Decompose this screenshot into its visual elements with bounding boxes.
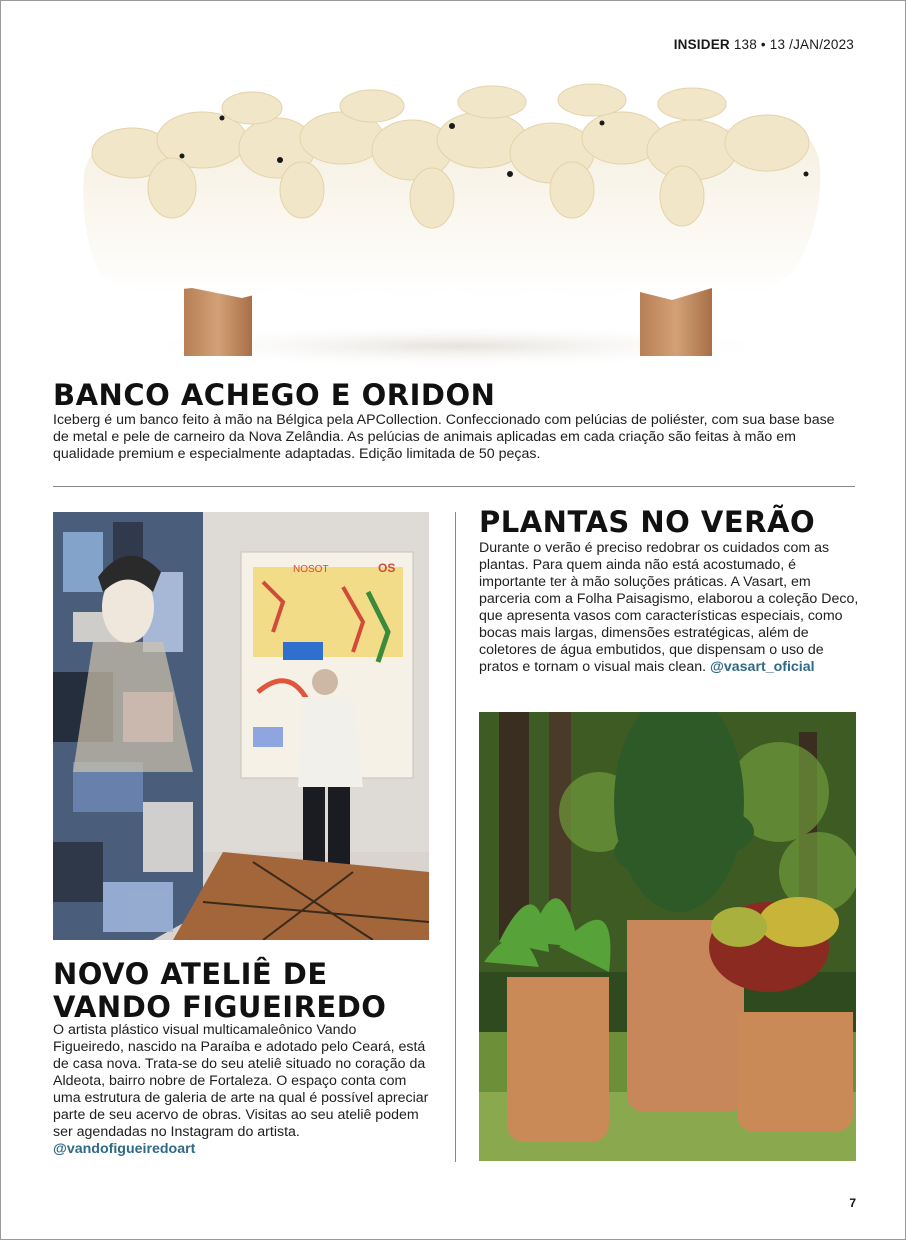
svg-text:OS: OS <box>378 561 396 575</box>
plantas-article-body <box>479 540 864 676</box>
bench-photo <box>72 78 842 378</box>
atelie-article-body <box>53 1022 431 1158</box>
atelie-title-line1: NOVO ATELIÊ DE <box>53 957 328 991</box>
plantas-body-text: Durante o verão é preciso redobrar os cuidados com as plantas. Para quem ainda não está acostumado, é importante ter à mão soluções práticas. A Vasart, em parceria com a Folha Paisagismo, elaborou a coleção Deco, que apresenta vasos com características especiais, como bocas mais largas, dimensões estratégicas, além de coletores de água embutidos, que dispensam o uso de pratos e tornam o visual mais clean. <box>479 540 859 675</box>
section-divider <box>53 486 855 487</box>
page-number: 7 <box>849 1196 856 1210</box>
bench-article-body: Iceberg é um banco feito à mão na Bélgica pela APCollection. Confeccionado com pelúcias de poliéster, com sua base base de metal e pele de carneiro da Nova Zelândia. As pelúcias de animais aplicadas em cada criação são feitas à mão em qualidade premium e especialmente adaptadas. Edição limitada de 50 peças. <box>53 412 835 462</box>
issue-number: 138 <box>733 37 757 52</box>
issue-header <box>674 37 854 52</box>
plants-photo <box>479 712 856 1161</box>
bench-article-title: BANCO ACHEGO E ORIDON <box>53 378 496 412</box>
issue-date: 13 /JAN/2023 <box>769 37 854 52</box>
atelie-photo <box>53 512 429 940</box>
atelie-body-text: O artista plástico visual multicamaleônico Vando Figueiredo, nascido na Paraíba e adotado pelo Ceará, está de casa nova. Trata-se do seu ateliê situado no coração da Aldeota, bairro nobre de Fortaleza. O espaço conta com uma estrutura de galeria de arte na qual é possível apreciar parte de seu acervo de obras. Visitas ao seu ateliê podem ser agendadas no Instagram do artista. <box>53 1022 429 1140</box>
plantas-article-title: PLANTAS NO VERÃO <box>479 505 816 539</box>
atelie-article-title <box>53 958 386 1024</box>
magazine-brand: INSIDER <box>673 37 730 52</box>
plantas-instagram-handle[interactable]: @vasart_oficial <box>710 659 815 675</box>
header-separator: • <box>760 37 766 52</box>
atelie-title-line2: VANDO FIGUEIREDO <box>53 990 387 1024</box>
column-divider <box>455 512 456 1162</box>
svg-text:NOSOT: NOSOT <box>293 564 329 575</box>
atelie-instagram-handle[interactable]: @vandofigueiredoart <box>53 1141 196 1157</box>
